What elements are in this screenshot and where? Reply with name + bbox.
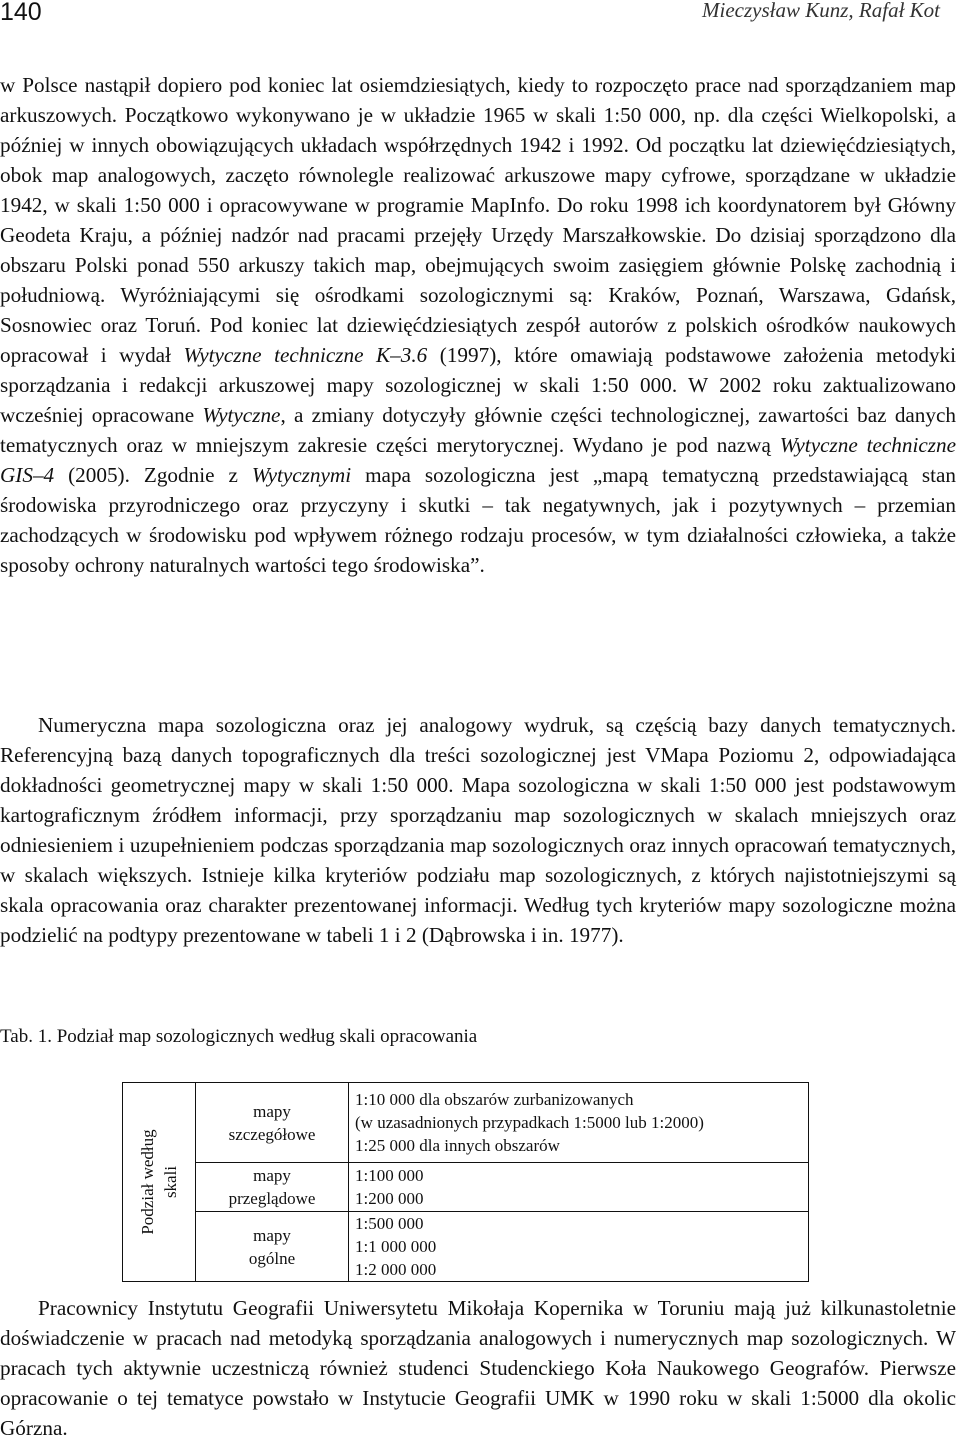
- italic-guidelines: Wytyczne: [202, 403, 281, 427]
- table-row: [123, 1212, 809, 1282]
- scale-cell: 1:10 000 dla obszarów zurbanizowanych (w uzasadnionych przypadkach 1:5000 lub 1:2000) 1:25 000 dla innych obszarów: [349, 1083, 809, 1163]
- table-side-label: Podział według skali: [138, 1129, 180, 1235]
- paragraph-2: Numeryczna mapa sozologiczna oraz jej analogowy wydruk, są częścią bazy danych tematycznych. Referencyjną bazą danych topograficznych dla treści sozologicznej jest VMapa Poziomu 2, odpowiadająca dokładności geometrycznej mapy w skali 1:50 000. Mapa sozologiczna w skali 1:50 000 jest podstawowym kartograficznym źródłem informacji, przy sporządzaniu map sozologicznych w skalach mniejszych oraz odniesieniem i uzupełnieniem podczas sporządzania map sozologicznych oraz innych opracowań tematycznych, w skalach większych. Istnieje kilka kryteriów podziału map sozologicznych, z których najistotniejszymi są skala opracowania oraz charakter prezentowanej informacji. Według tych kryteriów mapy sozologiczne można podzielić na podtypy prezentowane w tabeli 1 i 2 (Dąbrowska i in. 1977).: [0, 713, 956, 947]
- scale-cell: 1:100 000 1:200 000: [349, 1163, 809, 1212]
- italic-guideline-k36: Wytyczne techniczne K–3.6: [183, 343, 428, 367]
- table-row: [123, 1163, 809, 1212]
- table-side-label-cell: [123, 1083, 196, 1282]
- table-row: [123, 1083, 809, 1163]
- page-number: 140: [0, 0, 42, 26]
- map-type-cell: mapy ogólne: [196, 1212, 349, 1282]
- map-type-cell: mapy szczegółowe: [196, 1083, 349, 1163]
- italic-guidelines-instr: Wytycznymi: [251, 463, 352, 487]
- paragraph-1: w Polsce nastąpił dopiero pod koniec lat osiemdziesiątych, kiedy to rozpoczęto prace nad sporządzaniem map arkuszowych. Początkowo wykonywano je w układzie 1965 w skali 1:50 000, np. dla części Wielkopolski, a później w innych obowiązujących układach współrzędnych 1942 i 1992. Od początku lat dziewięćdziesiątych, obok map analogowych, zaczęto równolegle realizować arkuszowe mapy cyfrowe, sporządzane w układzie 1942, w skali 1:50 000 i opracowywane w programie MapInfo. Do roku 1998 ich koordynatorem był Główny Geodeta Kraju, a później nadzór nad pracami przejęły Urzędy Marszałkowskie. Do dzisiaj sporządzono dla obszaru Polski ponad 550 arkuszy takich map, obejmujących swoim zasięgiem głównie Polskę zachodnią i południową. Wyróżniającymi się ośrodkami sozologicznymi są: Kraków, Poznań, Warszawa, Gdańsk, Sosnowiec oraz Toruń. Pod koniec lat dziewięćdziesiątych zespół autorów z polskich ośrodków naukowych opracował i wydał Wytyczne techniczne K–3.6 (1997), które omawiają podstawowe założenia metodyki sporządzania i redakcji arkuszowej mapy sozologicznej w skali 1:50 000. W 2002 roku zaktualizowano wcześniej opracowane Wytyczne, a zmiany dotyczyły głównie części technologicznej, zawartości baz danych tematycznych oraz w mniejszym zakresie części merytorycznej. Wydano je pod nazwą Wytyczne techniczne GIS–4 (2005). Zgodnie z Wytycznymi mapa sozologiczna jest „mapą tematyczną przedstawiającą stan środowiska przyrodniczego oraz przyczyny i skutki – tak negatywnych, jak i pozytywnych – przemian zachodzących w środowisku pod wpływem różnego rodzaju procesów, w tym działalności człowieka, a także sposoby ochrony naturalnych wartości tego środowiska”.: [0, 73, 957, 577]
- page-header: [0, 0, 960, 40]
- running-head-authors: Mieczysław Kunz, Rafał Kot: [702, 0, 940, 22]
- paragraph-3: Pracownicy Instytutu Geografii Uniwersytetu Mikołaja Kopernika w Toruniu mają już kilkunastoletnie doświadczenie w pracach nad metodyką sporządzania analogowych i numerycznych map sozologicznych. W pracach tych aktywnie uczestniczą również studenci Studenckiego Koła Naukowego Geografów. Pierwsze opracowanie o tej tematyce powstało w Instytucie Geografii UMK w 1990 roku w skali 1:5000 dla okolic Górzna.: [0, 1296, 956, 1440]
- map-type-cell: mapy przeglądowe: [196, 1163, 349, 1212]
- scale-cell: 1:500 000 1:1 000 000 1:2 000 000: [349, 1212, 809, 1282]
- table-caption: Tab. 1. Podział map sozologicznych według skali opracowania: [0, 1026, 478, 1047]
- italic-guideline-gis4: Wytyczne techniczne GIS–4: [0, 433, 957, 487]
- scale-division-table: [122, 1082, 809, 1282]
